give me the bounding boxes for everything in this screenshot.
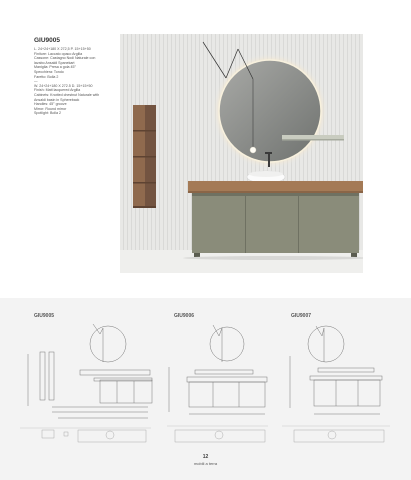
- page-number: 12: [202, 454, 209, 460]
- spec-line: Mirror: Round mirror: [34, 106, 67, 111]
- drawing-title: GIU9006: [174, 313, 195, 319]
- spec-line: Maniglia: Presa a gola 45°: [34, 65, 76, 70]
- tall-wall-units: [133, 105, 156, 208]
- spec-line: Ansaldi basin in Sphereback: [34, 97, 80, 102]
- product-code: GIU9005: [34, 37, 61, 44]
- spec-separator: —: [34, 79, 38, 84]
- spec-line: L. 24+24+180 X 272,5 P. 15+15+50: [34, 47, 91, 51]
- cabinet-argilla: [192, 193, 359, 253]
- technical-drawing: [280, 322, 392, 452]
- spec-line: Cabinets: Knotted chestnut Naturale with: [34, 92, 100, 97]
- technical-drawing: [165, 322, 270, 452]
- drawing-title: GIU9005: [34, 313, 55, 319]
- drawing-title: GIU9007: [291, 313, 312, 319]
- spec-line: Finiture: Laccato opaco Argilla: [34, 51, 83, 56]
- product-photo: [120, 34, 363, 273]
- bolla-spotlight: [250, 147, 256, 153]
- spec-line: Faretto: Bolla 2: [34, 74, 59, 79]
- spec-line: Spotlight: Bolla 2: [34, 111, 61, 116]
- spec-line: W. 24+24+180 X 272.5 D. 15+15+50: [34, 83, 93, 88]
- spec-line: Cassone: Castagno Nodi Naturale con: [34, 56, 96, 61]
- collection-name: mobili a terra: [193, 461, 218, 466]
- spec-line: lavabo Ansaldi Spanekart: [34, 60, 75, 65]
- product-spec: [34, 37, 118, 116]
- spec-line: Handles: 45° groove: [34, 102, 67, 107]
- spec-line: Specchiera: Tondo: [34, 69, 64, 74]
- spec-line: Finish: Matt lacquered Argilla: [34, 88, 81, 93]
- technical-drawing: [18, 322, 153, 452]
